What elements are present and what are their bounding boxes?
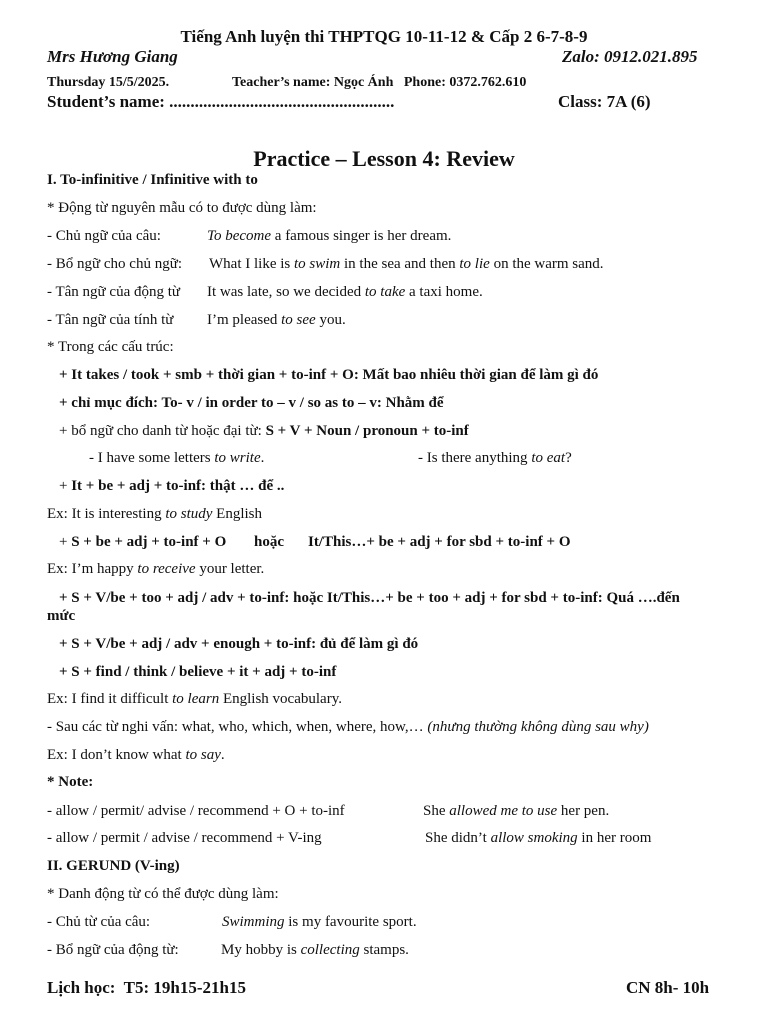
structure-too-cont: mức: [47, 608, 76, 624]
structure-too: + S + V/be + too + adj / adv + to-inf: hoặc It/This…+ be + too + adj + for sbd + to-inf: Quá ….đến: [59, 590, 680, 606]
example-interesting: Ex: It is interesting to study English: [47, 506, 263, 522]
note-rule-to-inf: - allow / permit/ advise / recommend + O + to-inf: [47, 803, 345, 819]
header-teacher-line: Teacher’s name: Ngọc Ánh Phone: 0372.762.610: [232, 75, 527, 90]
structure-it-this-for: It/This…+ be + adj + for sbd + to-inf + O: [308, 534, 571, 550]
structure-purpose: + chỉ mục đích: To- v / in order to – v / so as to – v: Nhằm để: [59, 395, 444, 411]
example-find-difficult: Ex: I find it difficult to learn English vocabulary.: [47, 691, 342, 707]
gerund-label-subject: - Chủ từ của câu:: [47, 914, 151, 930]
header-student-line: Student’s name: .....................................................: [47, 92, 395, 111]
use-label-subject: - Chủ ngữ của câu:: [47, 228, 161, 244]
wh-words-rule: - Sau các từ nghi vấn: what, who, which, when, where, how,… (nhưng thường không dùng sau why): [47, 719, 649, 735]
note-example-smoking: She didn’t allow smoking in her room: [425, 830, 652, 846]
use-example-subject-complement: What I like is to swim in the sea and then to lie on the warm sand.: [209, 256, 604, 272]
structure-it-takes: + It takes / took + smb + thời gian + to-inf + O: Mất bao nhiêu thời gian để làm gì đó: [59, 367, 599, 383]
structure-it-be-adj: + It + be + adj + to-inf: thật … để ..: [59, 478, 285, 494]
note-heading: * Note:: [47, 774, 94, 790]
use-label-subject-complement: - Bổ ngữ cho chủ ngữ:: [47, 256, 182, 272]
section1-intro: * Động từ nguyên mẫu có to được dùng làm:: [47, 200, 317, 216]
section2-heading: II. GERUND (V-ing): [47, 858, 180, 874]
use-label-verb-object: - Tân ngữ của động từ: [47, 284, 181, 300]
note-rule-v-ing: - allow / permit / advise / recommend + V-ing: [47, 830, 322, 846]
header-teacher-brand: Mrs Hương Giang: [47, 47, 178, 66]
use-example-subject: To become a famous singer is her dream.: [207, 228, 452, 244]
structure-find-think: + S + find / think / believe + it + adj + to-inf: [59, 664, 337, 680]
gerund-example-collecting: My hobby is collecting stamps.: [221, 942, 409, 958]
example-what-to-say: Ex: I don’t know what to say.: [47, 747, 225, 763]
example-anything: - Is there anything to eat?: [418, 450, 572, 466]
structure-noun-complement: + bổ ngữ cho danh từ hoặc đại từ: S + V + Noun / pronoun + to-inf: [59, 423, 469, 439]
structures-intro: * Trong các cấu trúc:: [47, 339, 174, 355]
use-example-verb-object: It was late, so we decided to take a taxi home.: [207, 284, 483, 300]
gerund-label-complement: - Bổ ngữ của động từ:: [47, 942, 179, 958]
example-happy: Ex: I’m happy to receive your letter.: [47, 561, 265, 577]
gerund-example-swimming: Swimming is my favourite sport.: [222, 914, 417, 930]
header-date: Thursday 15/5/2025.: [47, 75, 170, 90]
structure-s-be-adj: + S + be + adj + to-inf + O: [59, 534, 227, 550]
footer-schedule: Lịch học: T5: 19h15-21h15: [47, 978, 246, 997]
note-example-allowed: She allowed me to use her pen.: [423, 803, 610, 819]
section2-intro: * Danh động từ có thể được dùng làm:: [47, 886, 279, 902]
use-label-adjective-object: - Tân ngữ của tính từ: [47, 312, 174, 328]
page-title: Practice – Lesson 4: Review: [253, 146, 515, 171]
structure-enough: + S + V/be + adj / adv + enough + to-inf: đủ để làm gì đó: [59, 636, 419, 652]
header-zalo: Zalo: 0912.021.895: [562, 47, 698, 66]
example-letters: - I have some letters to write.: [89, 450, 265, 466]
structure-or-word: hoặc: [254, 534, 284, 550]
section1-heading: I. To-infinitive / Infinitive with to: [47, 172, 258, 188]
header-class-line: Class: 7A (6): [558, 92, 651, 111]
use-example-adjective-object: I’m pleased to see you.: [207, 312, 346, 328]
header-center-title: Tiếng Anh luyện thi THPTQG 10-11-12 & Cấp 2 6-7-8-9: [180, 27, 588, 46]
footer-sunday: CN 8h- 10h: [626, 978, 710, 997]
